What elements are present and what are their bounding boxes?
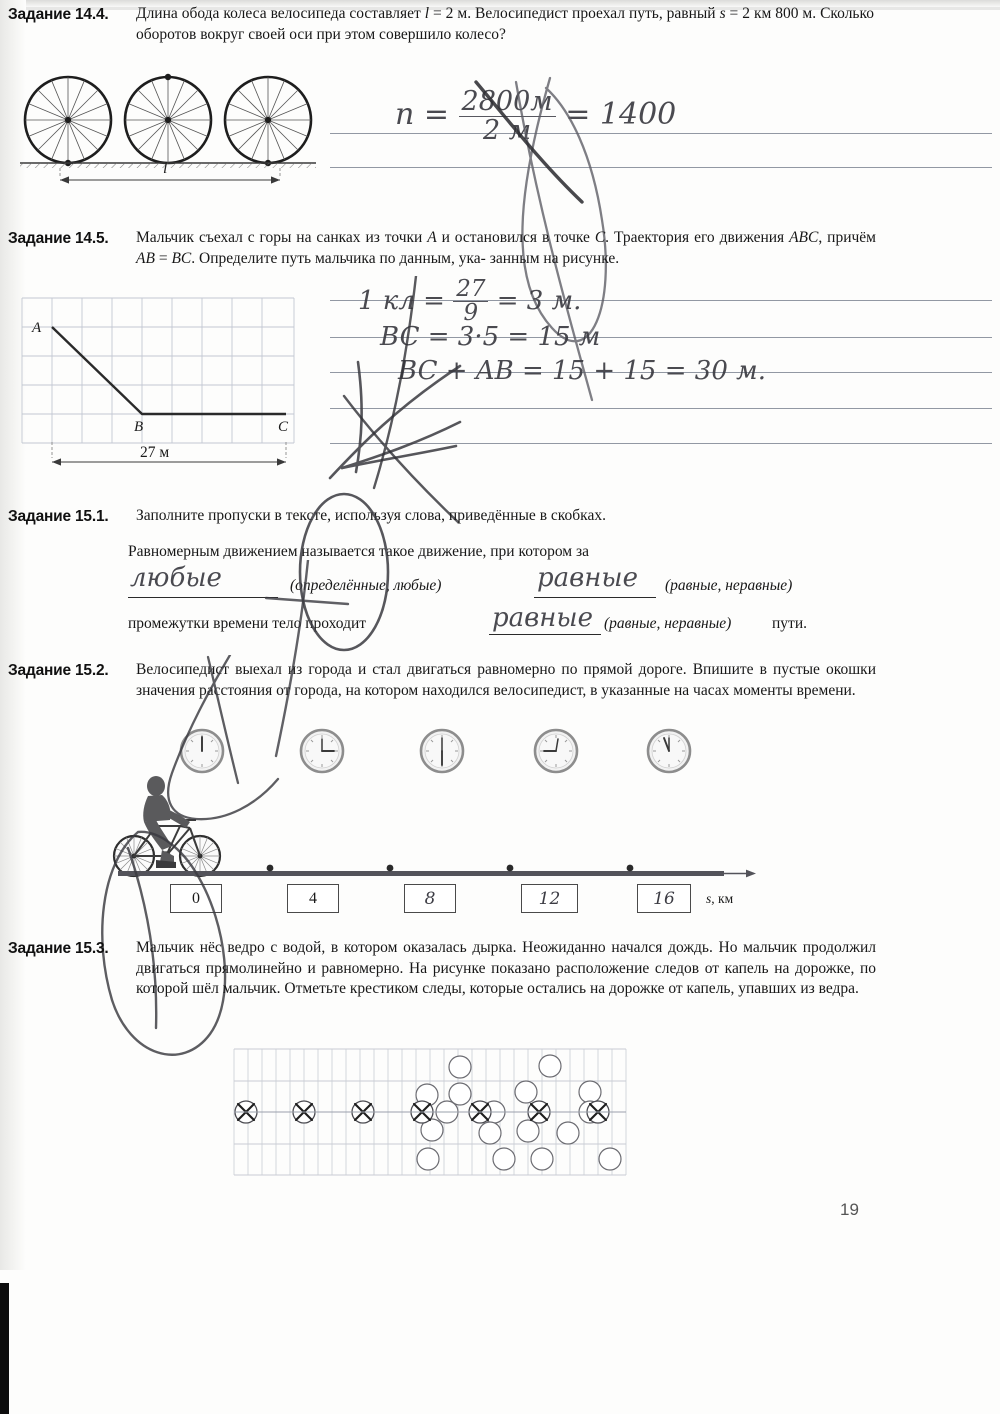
task-14-4-text: Длина обода колеса велосипеда составляет l = 2 м. Велосипедист проехал путь, равный s = 2 км 800 м. Сколько оборотов вокруг своей оси при этом совершило колесо? (136, 5, 874, 43)
answer-rule-2 (534, 597, 656, 598)
axis-unit: , км (711, 891, 734, 906)
dimension-label-27m: 27 м (140, 444, 170, 461)
answer-blank-2[interactable]: равные (537, 563, 638, 593)
task-15-2-label: Задание 15.2. (8, 662, 109, 679)
axis-label-s-km (706, 891, 733, 907)
answer-blank-3[interactable]: равные (492, 603, 593, 633)
options-2: (равные, неравные) (665, 577, 793, 594)
hand-numerator: 2800м (461, 86, 553, 117)
task-15-1-fill-line3: промежутки времени тело проходит (128, 615, 367, 632)
clock-5 (645, 727, 693, 775)
distance-box-0[interactable]: 0 (170, 884, 222, 913)
dimension-label-l: l (163, 160, 168, 177)
task-15-1-text: Заполните пропуски в тексте, используя слова, приведённые в скобках. (136, 507, 606, 524)
axis-var: s (706, 891, 712, 906)
hand-result: 1400 (599, 97, 677, 133)
handwriting-14-5-line3: BC + AB = 15 + 15 = 30 м. (398, 356, 766, 386)
answer-rule-1 (128, 597, 278, 598)
hand-equals: = (565, 97, 591, 133)
options-3: (равные, неравные) (604, 615, 732, 632)
clock-4 (532, 727, 580, 775)
svg-text:C: C (278, 419, 289, 435)
clock-3 (418, 727, 466, 775)
hand-line1-num: 27 (456, 276, 486, 302)
distance-box-2[interactable]: 8 (404, 884, 456, 913)
task-15-1-label: Задание 15.1. (8, 508, 109, 525)
options-1: (определённые, любые) (290, 577, 442, 594)
rule-line (330, 167, 992, 168)
task-15-2-text: Велосипедист выехал из города и стал двигаться равномерно по прямой дороге. Впишите в пустые окошки значения расстояния от города, на котором находился велосипедист, в указанные на часах моменты времени. (136, 661, 876, 699)
rule-line (330, 408, 992, 409)
hand-lhs: n = (395, 97, 449, 133)
distance-box-4[interactable]: 16 (637, 884, 691, 913)
distance-box-3[interactable]: 12 (521, 884, 578, 913)
handwriting-14-5-line2: BC = 3·5 = 15 м (380, 322, 601, 352)
hand-line1-result: = 3 м. (496, 285, 582, 316)
task-14-4-label: Задание 14.4. (8, 6, 109, 23)
handwriting-14-5-line1 (358, 278, 581, 326)
task-15-3-text: Мальчик нёс ведро с водой, в котором оказалась дырка. Неожиданно начался дождь. Но мальчик продолжил двигаться прямолинейно и равномерно. На рисунке показано расположение следов от капель на дорожке, по которой шёл мальчик. Отметьте крестиком следы, которые остались на дорожке от капель, упавших из ведра. (136, 939, 876, 997)
task-15-3-label: Задание 15.3. (8, 940, 109, 957)
hand-line1-den: 9 (453, 301, 488, 325)
rule-line (330, 443, 992, 444)
answer-rule-3 (489, 634, 601, 635)
page-number: 19 (840, 1200, 859, 1219)
hand-denominator: 2 м (459, 116, 556, 145)
handwriting-14-4 (395, 88, 676, 144)
hand-line1-prefix: 1 кл = (358, 285, 445, 316)
figure-drop-traces (232, 1045, 636, 1179)
figure-wheels-dimension-l (55, 168, 285, 194)
task-15-1-fill-line3-end: пути. (772, 615, 807, 632)
answer-blank-1[interactable]: любые (130, 563, 222, 593)
scan-artifact-left-dark (0, 1283, 9, 1414)
clock-2 (298, 727, 346, 775)
distance-box-1[interactable]: 4 (287, 884, 339, 913)
svg-text:B: B (134, 419, 144, 435)
task-15-1-fill-line1: Равномерным движением называется такое движение, при котором за (128, 543, 589, 560)
clock-1 (178, 727, 226, 775)
task-14-5-text: Мальчик съехал с горы на санках из точки A и остановился в точке C. Траектория его движения ABC, причём AB = BC. Определите путь мальчика по данным, ука‑ занным на рисунке. (136, 229, 876, 267)
task-14-5-label: Задание 14.5. (8, 230, 109, 247)
svg-text:A: A (32, 320, 42, 336)
